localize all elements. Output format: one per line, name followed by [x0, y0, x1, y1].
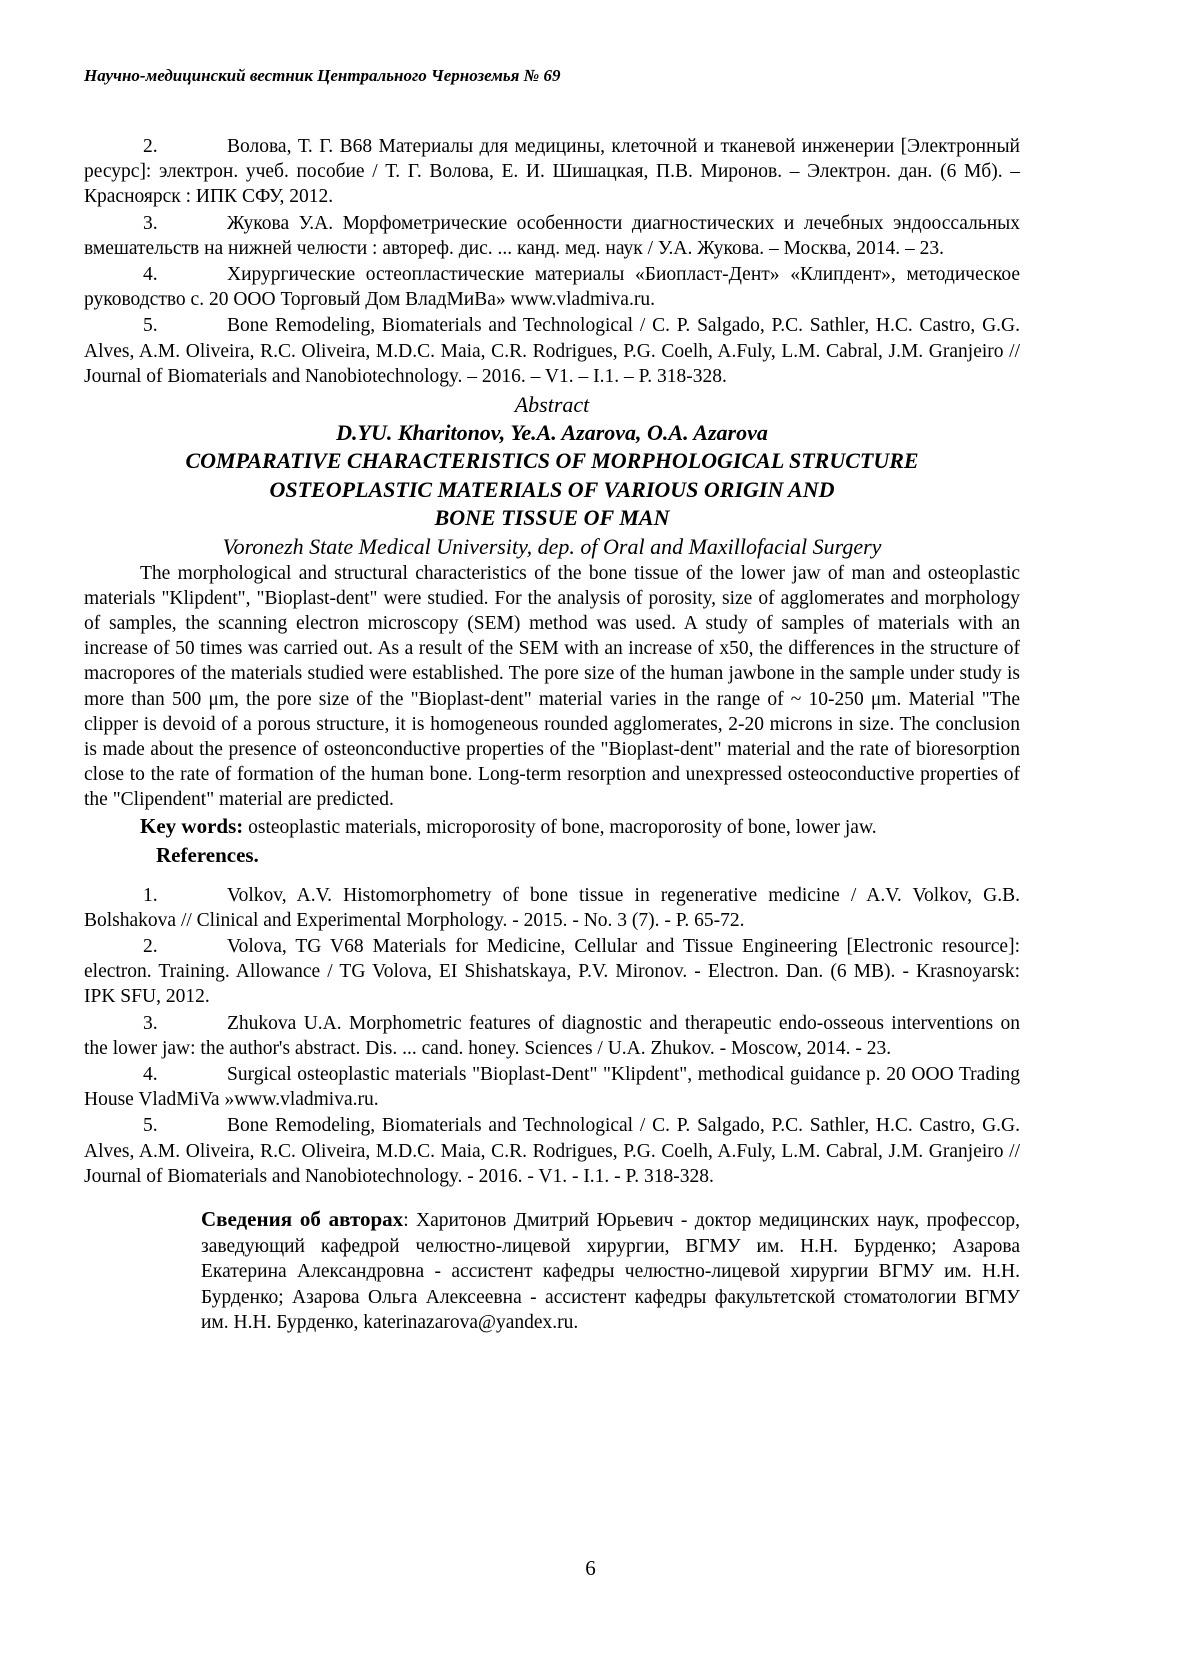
title-line: BONE TISSUE OF MAN — [434, 505, 670, 531]
keywords-label: Key words: — [140, 813, 244, 838]
reference-item — [84, 1113, 1020, 1189]
page-content — [84, 66, 1020, 1336]
reference-item — [84, 211, 1020, 261]
reference-number: 1. — [143, 884, 158, 906]
reference-number: 2. — [143, 136, 158, 157]
reference-text: Bone Remodeling, Biomaterials and Technological / C. P. Salgado, P.C. Sathler, H.C. Castro, G.G. Alves, A.M. Oliveira, R.C. Oliveira, M.D.C. Maia, C.R. Rodrigues, P.G. Coelh, A.Fuly, L.M. Cabral, J.M. Granjeiro // Journal of Biomaterials and Nanobiotechnology. – 2016. – V1. – I.1. – P. 318-328. — [84, 315, 1020, 387]
reference-text: Жукова У.А. Морфометрические особенности диагностических и лечебных эндооссальных вмешательств на нижней челюсти : автореф. дис. ... канд. мед. наук / У.А. Жукова. – Москва, 2014. – 23. — [84, 212, 1020, 259]
reference-number: 2. — [143, 935, 158, 957]
journal-header: Научно-медицинский вестник Центрального Черноземья № 69 — [84, 66, 561, 85]
reference-item — [84, 262, 1020, 312]
reference-text: Bone Remodeling, Biomaterials and Technological / C. P. Salgado, P.C. Sathler, H.C. Castro, G.G. Alves, A.M. Oliveira, R.C. Oliveira, M.D.C. Maia, C.R. Rodrigues, P.G. Coelh, A.Fuly, L.M. Cabral, J.M. Granjeiro // Journal of Biomaterials and Nanobiotechnology. - 2016. - V1. - I.1. - P. 318-328. — [84, 1115, 1020, 1187]
reference-number: 3. — [143, 212, 158, 234]
keywords — [140, 813, 1020, 841]
title-line: COMPARATIVE CHARACTERISTICS OF MORPHOLOGICAL STRUCTURE — [185, 448, 919, 474]
abstract-heading: Abstract — [514, 392, 590, 418]
references-heading: References. — [156, 842, 259, 867]
reference-text: Surgical osteoplastic materials "Bioplast-Dent" "Klipdent", methodical guidance p. 20 OOO Trading House VladMiVa »www.vladmiva.ru. — [84, 1063, 1020, 1111]
affiliation: Voronezh State Medical University, dep. of Oral and Maxillofacial Surgery — [222, 533, 882, 559]
reference-number: 4. — [143, 1063, 158, 1085]
about-authors-text: : Харитонов Дмитрий Юрьевич - доктор медицинских наук, профессор, заведующий кафедрой челюстно-лицевой хирургии, ВГМУ им. Н.Н. Бурденко; Азарова Екатерина Александровна - ассистент кафедры челюстно-лицевой хирургии ВГМУ им. Н.Н. Бурденко; Азарова Ольга Алексеевна - ассистент кафедры факультетской стоматологии ВГМУ им. Н.Н. Бурденко, katerinazarova@yandex.ru. — [201, 1210, 1020, 1334]
reference-item — [84, 313, 1020, 389]
reference-item — [84, 1011, 1020, 1061]
keywords-text: osteoplastic materials, microporosity of bone, macroporosity of bone, lower jaw. — [248, 816, 877, 838]
russian-references — [84, 134, 1020, 389]
about-authors-label: Сведения об авторах — [201, 1207, 404, 1231]
reference-number: 3. — [143, 1012, 158, 1034]
abstract-body: The morphological and structural characteristics of the bone tissue of the lower jaw of man and osteoplastic materials "Klipdent", "Bioplast-dent" were studied. For the analysis of porosity, size of agglomerates and morphology of samples, the scanning electron microscopy (SEM) method was used. A study of samples of materials with an increase of 50 times was carried out. As a result of the SEM with an increase of x50, the differences in the structure of macropores of the materials studied were established. The pore size of the human jawbone in the sample under study is more than 500 μm, the pore size of the "Bioplast-dent" material varies in the range of ~ 10-250 μm. Material "The clipper is devoid of a porous structure, it is homogeneous rounded agglomerates, 2-20 microns in size. The conclusion is made about the presence of osteonconductive properties of the "Bioplast-dent" material and the rate of bioresorption close to the rate of formation of the human bone. Long-term resorption and unexpressed osteoconductive properties of the "Clipendent" material are predicted. — [84, 562, 1020, 811]
reference-text: Volova, TG V68 Materials for Medicine, Cellular and Tissue Engineering [Electronic resource]: electron. Training. Allowance / TG Volova, EI Shishatskaya, P.V. Mironov. - Electron. Dan. (6 MB). - Krasnoyarsk: IPK SFU, 2012. — [84, 935, 1020, 1008]
title-line: OSTEOPLASTIC MATERIALS OF VARIOUS ORIGIN AND — [269, 476, 835, 502]
reference-text: Volkov, A.V. Histomorphometry of bone tissue in regenerative medicine / A.V. Volkov, G.B. Bolshakova // Clinical and Experimental Morphology. - 2015. - No. 3 (7). - P. 65-72. — [84, 884, 1020, 931]
reference-item — [84, 1062, 1020, 1112]
authors: D.YU. Kharitonov, Ye.A. Azarova, O.A. Azarova — [336, 420, 768, 446]
reference-text: Хирургические остеопластические материалы «Биопласт-Дент» «Клипдент», методическое руководство с. 20 ООО Торговый Дом ВладМиВа» www.vladmiva.ru. — [84, 264, 1020, 311]
about-authors — [201, 1207, 1020, 1336]
reference-number: 4. — [143, 264, 158, 286]
english-references — [84, 883, 1020, 1189]
page-number: 6 — [585, 1556, 596, 1580]
reference-number: 5. — [143, 1115, 158, 1137]
reference-item — [84, 134, 1020, 210]
reference-item — [84, 934, 1020, 1010]
reference-text: Волова, Т. Г. В68 Материалы для медицины, клеточной и тканевой инженерии [Электронный ресурс]: электрон. учеб. пособие / Т. Г. Волова, Е. И. Шишацкая, П.В. Миронов. – Электрон. дан. (6 Мб). – Красноярск : ИПК СФУ, 2012. — [84, 136, 1020, 208]
paper-title — [84, 447, 1020, 533]
reference-text: Zhukova U.A. Morphometric features of diagnostic and therapeutic endo-osseous interventions on the lower jaw: the author's abstract. Dis. ... cand. honey. Sciences / U.A. Zhukov. - Moscow, 2014. - 23. — [84, 1012, 1020, 1059]
reference-item — [84, 883, 1020, 933]
reference-number: 5. — [143, 315, 158, 337]
